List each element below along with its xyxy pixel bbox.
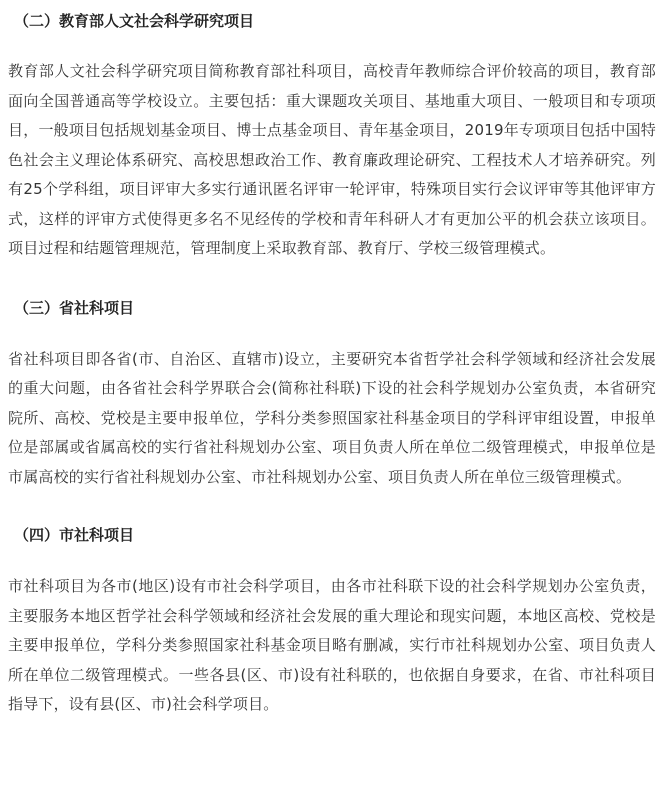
section-body-moe-project: 教育部人文社会科学研究项目简称教育部社科项目，高校青年教师综合评价较高的项目，教育部面向全国普通高等学校设立。主要包括：重大课题攻关项目、基地重大项目、一般项目和专项项目，一般项目包括规划基金项目、博士点基金项目、青年基金项目，2019年专项项目包括中国特色社会主义理论体系研究、高校思想政治工作、教育廉政理论研究、工程技术人才培养研究。列有25个学科组，项目评审大多实行通讯匿名评审一轮评审，特殊项目实行会议评审等其他评审方式，这样的评审方式使得更多名不见经传的学校和青年科研人才有更加公平的机会获立该项目。项目过程和结题管理规范，管理制度上采取教育部、教育厅、学校三级管理模式。 — [8, 62, 656, 257]
section-heading-moe-project: （二）教育部人文社会科学研究项目 — [14, 12, 255, 30]
section-body-city-project: 市社科项目为各市(地区)设有市社会科学项目，由各市社科联下设的社会科学规划办公室负责，主要服务本地区哲学社会科学领域和经济社会发展的重大理论和现实问题，本地区高校、党校是主要申报单位，学科分类参照国家社科基金项目略有删减，实行市社科规划办公室、项目负责人所在单位二级管理模式。一些各县(区、市)设有社科联的，也依据自身要求，在省、市社科项目指导下，设有县(区、市)社会科学项目。 — [8, 577, 656, 713]
section-heading-provincial-project: （三）省社科项目 — [14, 298, 135, 317]
section-heading-city-project: （四）市社科项目 — [14, 526, 135, 544]
section-body-provincial-project: 省社科项目即各省(市、自治区、直辖市)设立，主要研究本省哲学社会科学领域和经济社会发展的重大问题，由各省社会科学界联合会(简称社科联)下设的社会科学规划办公室负责，本省研究院所、高校、党校是主要申报单位，学科分类参照国家社科基金项目的学科评审组设置，申报单位是部属或省属高校的实行省社科规划办公室、项目负责人所在单位二级管理模式，申报单位是市属高校的实行省社科规划办公室、市社科规划办公室、项目负责人所在单位三级管理模式。 — [8, 349, 656, 486]
